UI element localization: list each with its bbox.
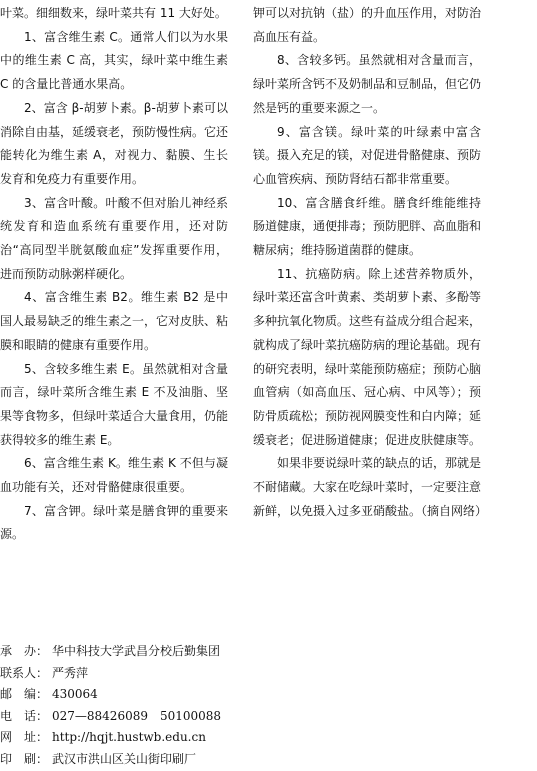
paragraph: 4、富含维生素 B2。维生素 B2 是中国人最易缺乏的维生素之一，它对皮肤、粘膜和眼睛的健康有重要作用。 bbox=[0, 290, 229, 352]
website-link[interactable]: http://hqjt.hustwb.edu.cn bbox=[52, 730, 206, 745]
info-label: 邮 编： bbox=[0, 687, 49, 702]
info-row-website bbox=[0, 727, 400, 749]
paragraph: 2、富含 β-胡萝卜素。β-胡萝卜素可以消除自由基，延缓衰老，预防慢性病。它还能转化为维生素 A，对视力、黏膜、生长发育和免疫力有重要作用。 bbox=[0, 100, 229, 186]
paragraph: 钾可以对抗钠（盐）的升血压作用，对防治高血压有益。 bbox=[253, 6, 482, 44]
paragraph: 1、富含维生素 C。通常人们以为水果中的维生素 C 高，其实，绿叶菜中维生素 C 的含量比普通水果高。 bbox=[0, 29, 228, 92]
info-value: 武汉市洪山区关山街印刷厂 bbox=[52, 751, 197, 766]
info-row-postcode bbox=[0, 684, 400, 706]
info-value: 严秀萍 bbox=[52, 665, 89, 680]
info-label: 承 办： bbox=[0, 644, 49, 658]
paragraph: 叶菜。细细数来，绿叶菜共有 11 大好处。 bbox=[0, 6, 227, 20]
paragraph: 3、富含叶酸。叶酸不但对胎儿神经系统发育和造血系统有重要作用，还对防治“高同型半胱氨酸血症”发挥重要作用，进而预防动脉粥样硬化。 bbox=[0, 195, 228, 281]
info-label: 网 址： bbox=[0, 730, 49, 745]
paragraph: 9、富含镁。绿叶菜的叶绿素中富含镁。摄入充足的镁，对促进骨骼健康、预防心血管疾病、预防肾结石都非常重要。 bbox=[253, 124, 482, 186]
info-value: 华中科技大学武昌分校后勤集团 bbox=[52, 644, 221, 658]
info-label: 印 刷： bbox=[0, 751, 49, 766]
info-row-contact bbox=[0, 663, 400, 685]
article-column-left bbox=[0, 2, 228, 547]
info-value: 027—88426089 50100088 bbox=[52, 708, 222, 723]
paragraph: 10、富含膳食纤维。膳食纤维能维持肠道健康，通便排毒；预防肥胖、高血脂和糖尿病；维持肠道菌群的健康。 bbox=[253, 195, 482, 258]
info-label: 电 话： bbox=[0, 708, 49, 723]
paragraph: 6、富含维生素 K。维生素 K 不但与凝血功能有关，还对骨骼健康很重要。 bbox=[0, 456, 228, 495]
paragraph: 8、含较多钙。虽然就相对含量而言，绿叶菜所含钙不及奶制品和豆制品，但它仍然是钙的重要来源之一。 bbox=[253, 53, 482, 115]
paragraph: 11、抗癌防病。除上述营养物质外，绿叶菜还富含叶黄素、类胡萝卜素、多酚等多种抗氧化物质。这些有益成分组合起来，就构成了绿叶菜抗癌防病的理论基础。现有的研究表明，绿叶菜能预防癌症；预防心脑血管病（如高血压、冠心病、中风等）；预防骨质疏松；预防视网膜变性和白内障；延缓衰老；促进肠道健康；促进皮肤健康等。 bbox=[253, 266, 482, 447]
paragraph: 7、富含钾。绿叶菜是膳食钾的重要来源。 bbox=[0, 503, 228, 542]
paragraph: 如果非要说绿叶菜的缺点的话，那就是不耐储藏。大家在吃绿叶菜时，一定要注意新鲜，以免摄入过多亚硝酸盐。（摘自网络） bbox=[253, 456, 488, 518]
article-column-right bbox=[253, 2, 488, 523]
info-label: 联系人： bbox=[0, 665, 49, 680]
paragraph: 5、含较多维生素 E。虽然就相对含量而言，绿叶菜所含维生素 E 不及油脂、坚果等食物多，但绿叶菜适合大量食用，仍能获得较多的维生素 E。 bbox=[0, 361, 229, 447]
publication-info bbox=[0, 641, 400, 771]
info-value: 430064 bbox=[52, 687, 98, 702]
info-row-organizer bbox=[0, 641, 400, 663]
info-row-phone bbox=[0, 706, 400, 728]
info-row-printer bbox=[0, 749, 400, 771]
